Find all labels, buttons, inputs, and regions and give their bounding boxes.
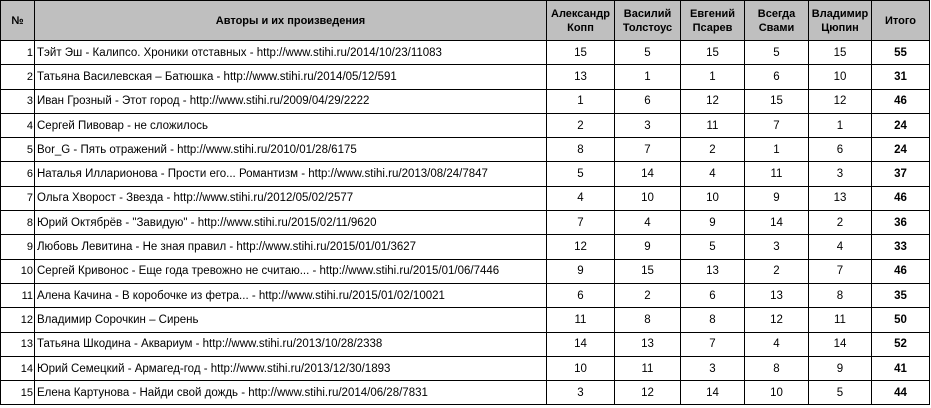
judge-score: 14: [547, 332, 615, 356]
row-number: 6: [1, 162, 35, 186]
header-num: №: [1, 1, 35, 41]
author-work: Владимир Сорочкин – Сирень: [35, 308, 547, 332]
judge-score: 13: [547, 65, 615, 89]
judge-score: 12: [809, 89, 872, 113]
author-work: Иван Грозный - Этот город - http://www.stihi.ru/2009/04/29/2222: [35, 89, 547, 113]
total-score: 37: [872, 162, 930, 186]
judge-score: 8: [745, 356, 809, 380]
author-work: Сергей Кривонос - Еще года тревожно не считаю... - http://www.stihi.ru/2015/01/06/7446: [35, 259, 547, 283]
judge-score: 8: [809, 283, 872, 307]
judge-score: 6: [547, 283, 615, 307]
header-judge: [745, 1, 809, 41]
judge-score: 13: [681, 259, 745, 283]
total-score: 24: [872, 138, 930, 162]
judge-score: 5: [615, 41, 681, 65]
judge-score: 9: [547, 259, 615, 283]
judge-score: 4: [745, 332, 809, 356]
judge-score: 2: [809, 211, 872, 235]
total-score: 52: [872, 332, 930, 356]
author-work: Елена Картунова - Найди свой дождь - http://www.stihi.ru/2014/06/28/7831: [35, 381, 547, 405]
judge-score: 15: [615, 259, 681, 283]
table-row: [1, 162, 930, 186]
row-number: 14: [1, 356, 35, 380]
row-number: 15: [1, 381, 35, 405]
table-row: [1, 356, 930, 380]
author-work: Алена Качина - В коробочке из фетра... - http://www.stihi.ru/2015/01/02/10021: [35, 283, 547, 307]
judge-score: 15: [681, 41, 745, 65]
judge-score: 3: [809, 162, 872, 186]
row-number: 12: [1, 308, 35, 332]
header-judge: [547, 1, 615, 41]
judge-score: 13: [809, 186, 872, 210]
judge-score: 11: [809, 308, 872, 332]
row-number: 11: [1, 283, 35, 307]
judge-score: 2: [615, 283, 681, 307]
judge-score: 3: [615, 113, 681, 137]
total-score: 46: [872, 186, 930, 210]
total-score: 31: [872, 65, 930, 89]
table-row: [1, 89, 930, 113]
total-score: 36: [872, 211, 930, 235]
header-judge-last: Толстоус: [622, 21, 673, 34]
row-number: 3: [1, 89, 35, 113]
author-work: Любовь Левитина - Не зная правил - http://www.stihi.ru/2015/01/01/3627: [35, 235, 547, 259]
judge-score: 3: [681, 356, 745, 380]
total-score: 24: [872, 113, 930, 137]
table-row: [1, 65, 930, 89]
author-work: Юрий Октябрёв - "Завидую" - http://www.stihi.ru/2015/02/11/9620: [35, 211, 547, 235]
row-number: 9: [1, 235, 35, 259]
judge-score: 11: [745, 162, 809, 186]
row-number: 5: [1, 138, 35, 162]
table-row: [1, 138, 930, 162]
judge-score: 4: [547, 186, 615, 210]
header-judge-last: Свами: [758, 21, 795, 34]
judge-score: 12: [615, 381, 681, 405]
judge-score: 14: [681, 381, 745, 405]
judge-score: 15: [547, 41, 615, 65]
judge-score: 6: [681, 283, 745, 307]
judge-score: 11: [681, 113, 745, 137]
judge-score: 1: [809, 113, 872, 137]
judge-score: 15: [809, 41, 872, 65]
author-work: Ольга Хворост - Звезда - http://www.stihi.ru/2012/05/02/2577: [35, 186, 547, 210]
judge-score: 5: [547, 162, 615, 186]
header-judge-last: Цюпин: [821, 21, 859, 34]
judge-score: 8: [547, 138, 615, 162]
judge-score: 8: [615, 308, 681, 332]
judge-score: 9: [615, 235, 681, 259]
judge-score: 9: [681, 211, 745, 235]
row-number: 2: [1, 65, 35, 89]
judge-score: 11: [615, 356, 681, 380]
table-row: [1, 186, 930, 210]
judge-score: 12: [547, 235, 615, 259]
total-score: 46: [872, 89, 930, 113]
header-row: [1, 1, 930, 41]
judge-score: 4: [615, 211, 681, 235]
judge-score: 15: [745, 89, 809, 113]
judge-score: 1: [681, 65, 745, 89]
judge-score: 3: [745, 235, 809, 259]
judge-score: 10: [615, 186, 681, 210]
judge-score: 9: [809, 356, 872, 380]
table-header: [1, 1, 930, 41]
header-judge-first: Владимир: [811, 7, 869, 20]
judge-score: 2: [745, 259, 809, 283]
total-score: 41: [872, 356, 930, 380]
header-judge: [615, 1, 681, 41]
judge-score: 6: [615, 89, 681, 113]
total-score: 44: [872, 381, 930, 405]
judge-score: 13: [615, 332, 681, 356]
judge-score: 3: [547, 381, 615, 405]
header-judge-first: Александр: [551, 7, 610, 20]
header-judge-first: Василий: [623, 7, 672, 20]
table-row: [1, 332, 930, 356]
judge-score: 13: [745, 283, 809, 307]
judge-score: 10: [809, 65, 872, 89]
author-work: Наталья Илларионова - Прости его... Романтизм - http://www.stihi.ru/2013/08/24/7847: [35, 162, 547, 186]
row-number: 4: [1, 113, 35, 137]
table-body: [1, 41, 930, 405]
header-judge: [809, 1, 872, 41]
table-row: [1, 259, 930, 283]
judge-score: 8: [681, 308, 745, 332]
header-judge-first: Всегда: [757, 7, 796, 20]
judge-score: 2: [681, 138, 745, 162]
total-score: 33: [872, 235, 930, 259]
judge-score: 11: [547, 308, 615, 332]
row-number: 13: [1, 332, 35, 356]
judge-score: 1: [547, 89, 615, 113]
table-row: [1, 235, 930, 259]
author-work: Тэйт Эш - Калипсо. Хроники отставных - http://www.stihi.ru/2014/10/23/11083: [35, 41, 547, 65]
judge-score: 7: [615, 138, 681, 162]
header-judge-last: Копп: [567, 21, 594, 34]
header-total: Итого: [872, 1, 930, 41]
judge-score: 6: [745, 65, 809, 89]
table-row: [1, 211, 930, 235]
table-row: [1, 41, 930, 65]
total-score: 46: [872, 259, 930, 283]
judge-score: 6: [809, 138, 872, 162]
author-work: Татьяна Шкодина - Аквариум - http://www.stihi.ru/2013/10/28/2338: [35, 332, 547, 356]
judge-score: 9: [745, 186, 809, 210]
judge-score: 10: [547, 356, 615, 380]
judge-score: 4: [809, 235, 872, 259]
judge-score: 14: [615, 162, 681, 186]
judge-score: 4: [681, 162, 745, 186]
judge-score: 14: [809, 332, 872, 356]
row-number: 7: [1, 186, 35, 210]
row-number: 1: [1, 41, 35, 65]
judge-score: 7: [547, 211, 615, 235]
judge-score: 10: [745, 381, 809, 405]
header-works: Авторы и их произведения: [35, 1, 547, 41]
judge-score: 7: [809, 259, 872, 283]
table-row: [1, 113, 930, 137]
judge-score: 2: [547, 113, 615, 137]
judge-score: 5: [681, 235, 745, 259]
judge-score: 12: [681, 89, 745, 113]
judge-score: 5: [745, 41, 809, 65]
row-number: 10: [1, 259, 35, 283]
table-row: [1, 381, 930, 405]
table-row: [1, 283, 930, 307]
table-row: [1, 308, 930, 332]
judge-score: 5: [809, 381, 872, 405]
judge-score: 1: [745, 138, 809, 162]
judge-score: 14: [745, 211, 809, 235]
author-work: Юрий Семецкий - Армагед-год - http://www.stihi.ru/2013/12/30/1893: [35, 356, 547, 380]
judge-score: 10: [681, 186, 745, 210]
judge-score: 1: [615, 65, 681, 89]
author-work: Bor_G - Пять отражений - http://www.stihi.ru/2010/01/28/6175: [35, 138, 547, 162]
total-score: 55: [872, 41, 930, 65]
total-score: 35: [872, 283, 930, 307]
judge-score: 7: [681, 332, 745, 356]
author-work: Татьяна Василевская – Батюшка - http://www.stihi.ru/2014/05/12/591: [35, 65, 547, 89]
judge-score: 7: [745, 113, 809, 137]
header-judge-last: Псарев: [692, 21, 733, 34]
judge-score: 12: [745, 308, 809, 332]
total-score: 50: [872, 308, 930, 332]
row-number: 8: [1, 211, 35, 235]
header-judge: [681, 1, 745, 41]
header-judge-first: Евгений: [690, 7, 735, 20]
author-work: Сергей Пивовар - не сложилось: [35, 113, 547, 137]
